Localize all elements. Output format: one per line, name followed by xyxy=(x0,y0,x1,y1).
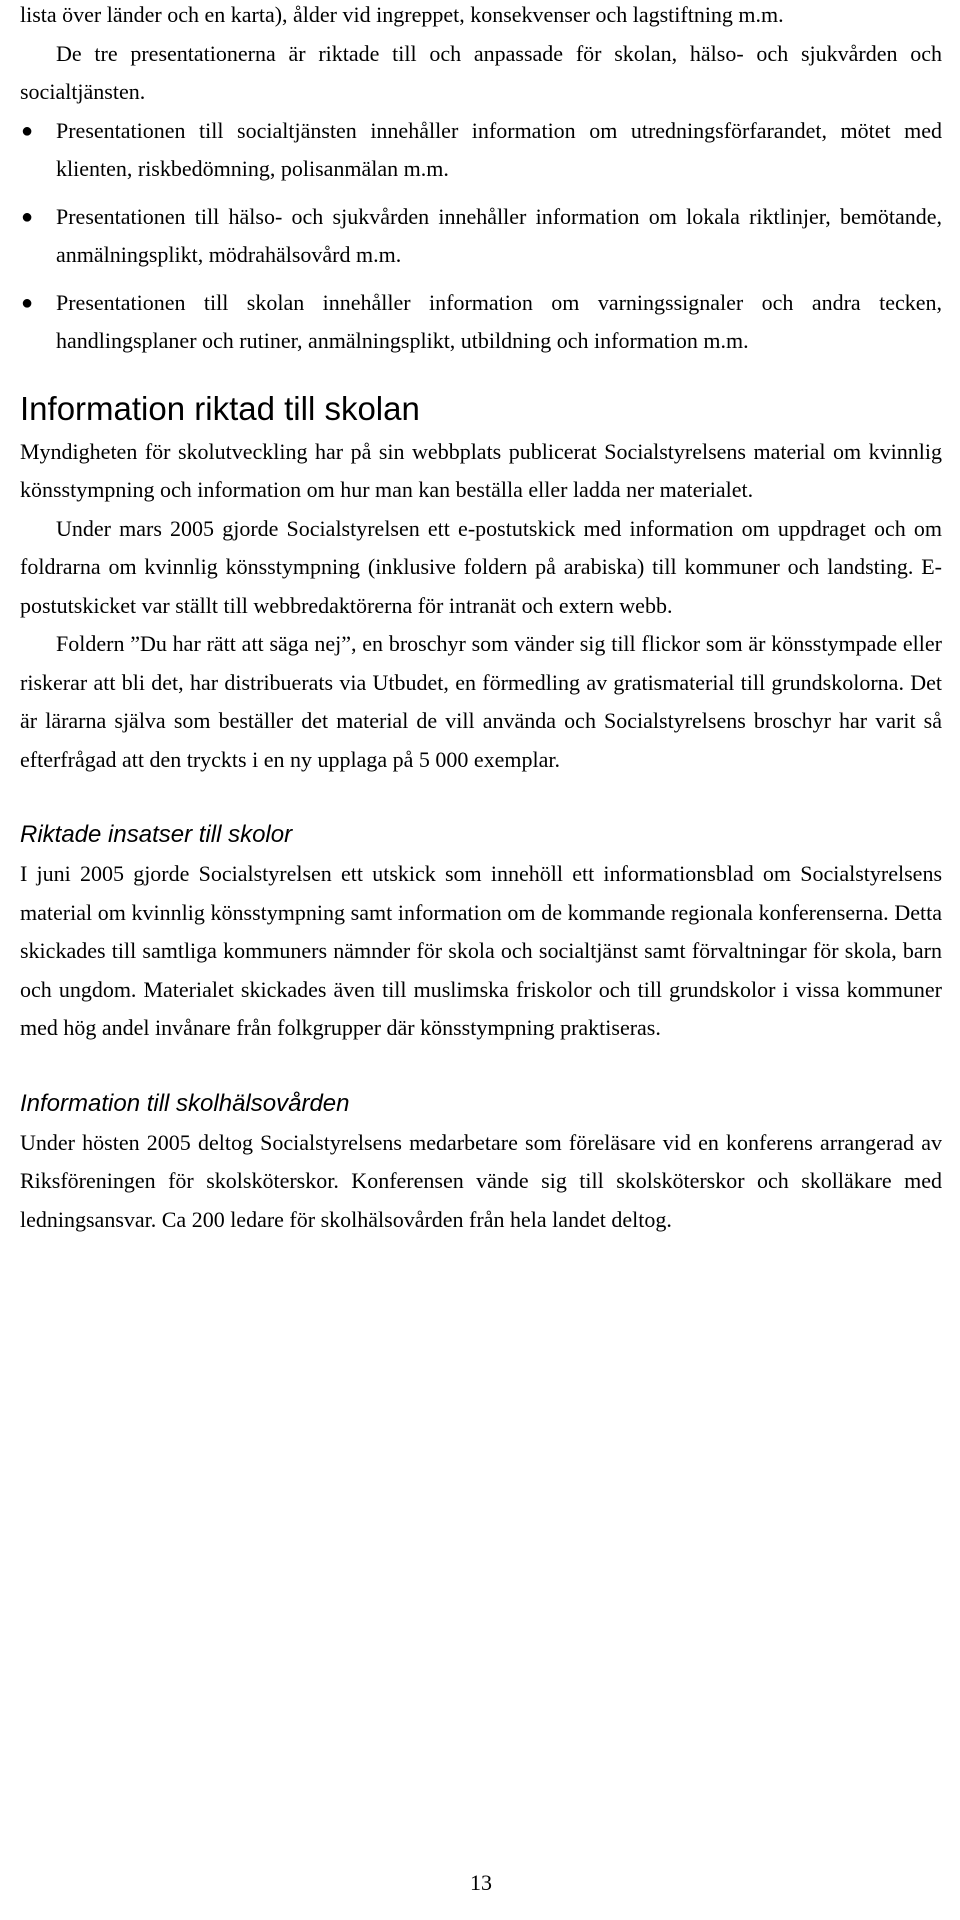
page-number: 13 xyxy=(470,1870,492,1895)
presentation-list xyxy=(20,112,942,361)
intro-paragraph: De tre presentationerna är riktade till och anpassade för skolan, hälso- och sjukvården och socialtjänsten. xyxy=(20,40,942,104)
section-heading-targeted: Riktade insatser till skolor xyxy=(20,821,293,848)
intro-continuation: lista över länder och en karta), ålder vid ingreppet, konsekvenser och lagstiftning m.m. xyxy=(20,2,784,27)
document-page xyxy=(20,0,942,1920)
health-paragraph: Under hösten 2005 deltog Socialstyrelsens medarbetare som föreläsare vid en konferens arrangerad av Riksföreningen för skolsköterskor. Konferensen vände sig till skolsköterskor och skolläkare med ledningsansvar. Ca 200 ledare för skolhälsovården från hela landet deltog. xyxy=(20,1129,942,1232)
list-item-text: Presentationen till hälso- och sjukvården innehåller information om lokala riktlinjer, bemötande, anmälningsplikt, mödrahälsovård m.m. xyxy=(56,203,942,267)
section-heading-school: Information riktad till skolan xyxy=(20,389,420,427)
section-heading-health: Information till skolhälsovården xyxy=(20,1089,350,1117)
school-paragraph-2: Under mars 2005 gjorde Socialstyrelsen ett e-postutskick med information om uppdraget och om foldrarna om kvinnlig könsstympning (inklusive foldern på arabiska) till kommuner och landsting. E-postutskicket var ställt till webbredaktörerna för intranät och extern webb. xyxy=(20,515,942,618)
bullet-icon: ● xyxy=(21,119,34,142)
list-item xyxy=(20,112,942,189)
school-paragraph-3: Foldern ”Du har rätt att säga nej”, en broschyr som vänder sig till flickor som är könsstympade eller riskerar att bli det, har distribuerats via Utbudet, en förmedling av gratismaterial till grundskolorna. Det är lärarna själva som beställer det material de vill använda och Socialstyrelsens broschyr har varit så efterfrågad att den tryckts i en ny upplaga på 5 000 exemplar. xyxy=(20,631,942,772)
school-paragraph-1: Myndigheten för skolutveckling har på sin webbplats publicerat Socialstyrelsens material om kvinnlig könsstympning och information om hur man kan beställa eller ladda ner materialet. xyxy=(20,438,942,502)
list-item xyxy=(20,198,942,275)
targeted-paragraph: I juni 2005 gjorde Socialstyrelsen ett utskick som innehöll ett informationsblad om Socialstyrelsens material om kvinnlig könsstympning samt information om de kommande regionala konferenserna. Detta skickades till samtliga kommuners nämnder för skola och socialtjänst samt förvaltningar för skola, barn och ungdom. Materialet skickades även till muslimska friskolor och till grundskolor i vissa kommuner med hög andel invånare från folkgrupper där könsstympning praktiseras. xyxy=(20,861,942,1040)
list-item-text: Presentationen till socialtjänsten innehåller information om utredningsförfarandet, mötet med klienten, riskbedömning, polisanmälan m.m. xyxy=(56,117,942,181)
list-item-text: Presentationen till skolan innehåller information om varningssignaler och andra tecken, handlingsplaner och rutiner, anmälningsplikt, utbildning och information m.m. xyxy=(56,289,942,353)
list-item xyxy=(20,284,942,361)
bullet-icon: ● xyxy=(21,205,34,228)
bullet-icon: ● xyxy=(21,291,34,314)
